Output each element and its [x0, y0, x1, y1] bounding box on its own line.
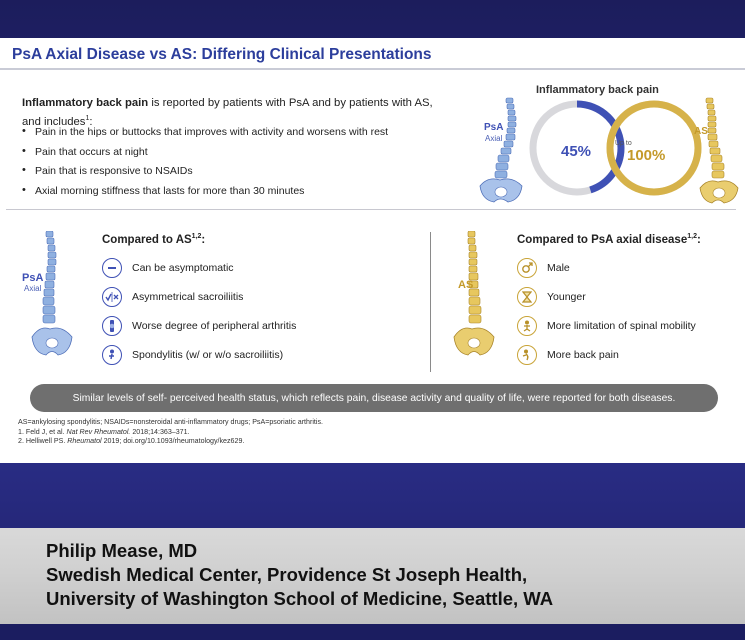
hourglass-icon	[517, 287, 537, 307]
as-value-prefix: Up to	[615, 140, 632, 147]
list-item	[517, 286, 586, 308]
heading-text: Compared to AS	[102, 233, 192, 246]
as-ring-label: AS	[694, 126, 708, 137]
limited-mobility-icon	[517, 316, 537, 336]
compared-to-psa-heading	[517, 233, 701, 246]
heading-end: :	[201, 233, 206, 246]
presenter-affiliation-1: Swedish Medical Center, Providence St Joseph Health,	[46, 564, 528, 585]
presenter-banner	[0, 528, 745, 624]
symptom-list	[22, 126, 388, 204]
ibp-title: Inflammatory back pain	[536, 84, 659, 96]
ibp-graphic	[470, 96, 745, 206]
feature-label: Worse degree of peripheral arthritis	[132, 320, 297, 332]
footnotes	[18, 418, 323, 447]
ref-text: 2. Helliwell PS.	[18, 437, 68, 446]
list-item	[517, 315, 696, 337]
feature-label: Younger	[547, 291, 586, 303]
presenter-affiliation-2: University of Washington School of Medicine, Seattle, WA	[46, 588, 554, 609]
feature-label: Spondylitis (w/ or w/o sacroiliitis)	[132, 349, 284, 361]
feature-label: More limitation of spinal mobility	[547, 320, 696, 332]
male-icon	[517, 258, 537, 278]
intro-sup: 1	[85, 115, 90, 122]
psa-axial-label: PsA	[22, 272, 44, 284]
psa-axial-spine-icon	[30, 231, 75, 357]
as-spine-label: AS	[458, 279, 474, 291]
list-item: • Pain that occurs at night	[22, 146, 388, 166]
list-item	[517, 344, 619, 366]
list-item: • Pain that is responsive to NSAIDs	[22, 165, 388, 185]
ref-text: 1. Feld J, et al.	[18, 427, 67, 436]
heading-sup: 1,2	[191, 233, 202, 240]
ref-journal: Rheumatol	[67, 437, 102, 446]
summary-banner: Similar levels of self- perceived health status, which reflects pain, disease activity and quality of life, were reported for both diseases.	[30, 384, 718, 412]
section-divider	[6, 209, 736, 210]
psa-ring-sublabel: Axial	[485, 134, 503, 143]
psa-axial-sublabel: Axial	[24, 284, 42, 293]
footnote-ref-2	[18, 437, 323, 447]
list-item	[517, 257, 570, 279]
feature-label: More back pain	[547, 349, 619, 361]
list-item	[102, 344, 283, 366]
feature-label: Asymmetrical sacroiliitis	[132, 291, 244, 303]
spine-pain-icon	[102, 345, 122, 365]
list-item: • Pain in the hips or buttocks that improves with activity and worsens with rest	[22, 126, 388, 146]
as-spine-icon	[700, 98, 738, 203]
footnote-ref-1	[18, 428, 323, 438]
title-rule	[0, 68, 745, 70]
intro-rest: is reported by patients with PsA and by patients with AS, and includes	[22, 97, 433, 128]
list-item: • Axial morning stiffness that lasts for more than 30 minutes	[22, 185, 388, 205]
ref-text: 2019; doi.org/10.1093/rheumatology/kez629.	[101, 437, 245, 446]
ref-journal: Nat Rev Rheumatol.	[66, 427, 131, 436]
list-item	[102, 315, 296, 337]
bottom-band	[0, 624, 745, 640]
list-item	[102, 257, 234, 279]
feature-label: Male	[547, 262, 570, 274]
footnote-abbreviations: AS=ankylosing spondylitis; NSAIDs=nonsteroidal anti-inflammatory drugs; PsA=psoriatic arthritis.	[18, 418, 323, 426]
list-item	[102, 286, 243, 308]
intro-end: :	[89, 115, 93, 128]
slide	[0, 38, 745, 463]
psa-ring-label: PsA	[484, 122, 504, 133]
as-spine-large-icon	[450, 231, 495, 357]
psa-value: 45%	[561, 143, 592, 160]
feature-label: Can be asymptomatic	[132, 262, 234, 274]
column-divider	[430, 232, 431, 372]
joint-icon	[102, 316, 122, 336]
presenter-name: Philip Mease, MD	[46, 540, 198, 561]
ref-text: 2018;14:363–371.	[130, 427, 190, 436]
psa-spine-icon	[480, 98, 522, 202]
intro-text	[22, 96, 442, 130]
as-value: 100%	[627, 147, 666, 164]
minus-circle-icon	[102, 258, 122, 278]
heading-end: :	[696, 233, 701, 246]
back-pain-icon	[517, 345, 537, 365]
intro-bold: Inflammatory back pain	[22, 97, 149, 109]
heading-sup: 1,2	[687, 233, 697, 240]
slide-title: PsA Axial Disease vs AS: Differing Clinical Presentations	[12, 46, 432, 63]
check-cross-icon	[102, 287, 122, 307]
compared-to-as-heading	[102, 233, 205, 246]
heading-text: Compared to PsA axial disease	[517, 233, 688, 246]
